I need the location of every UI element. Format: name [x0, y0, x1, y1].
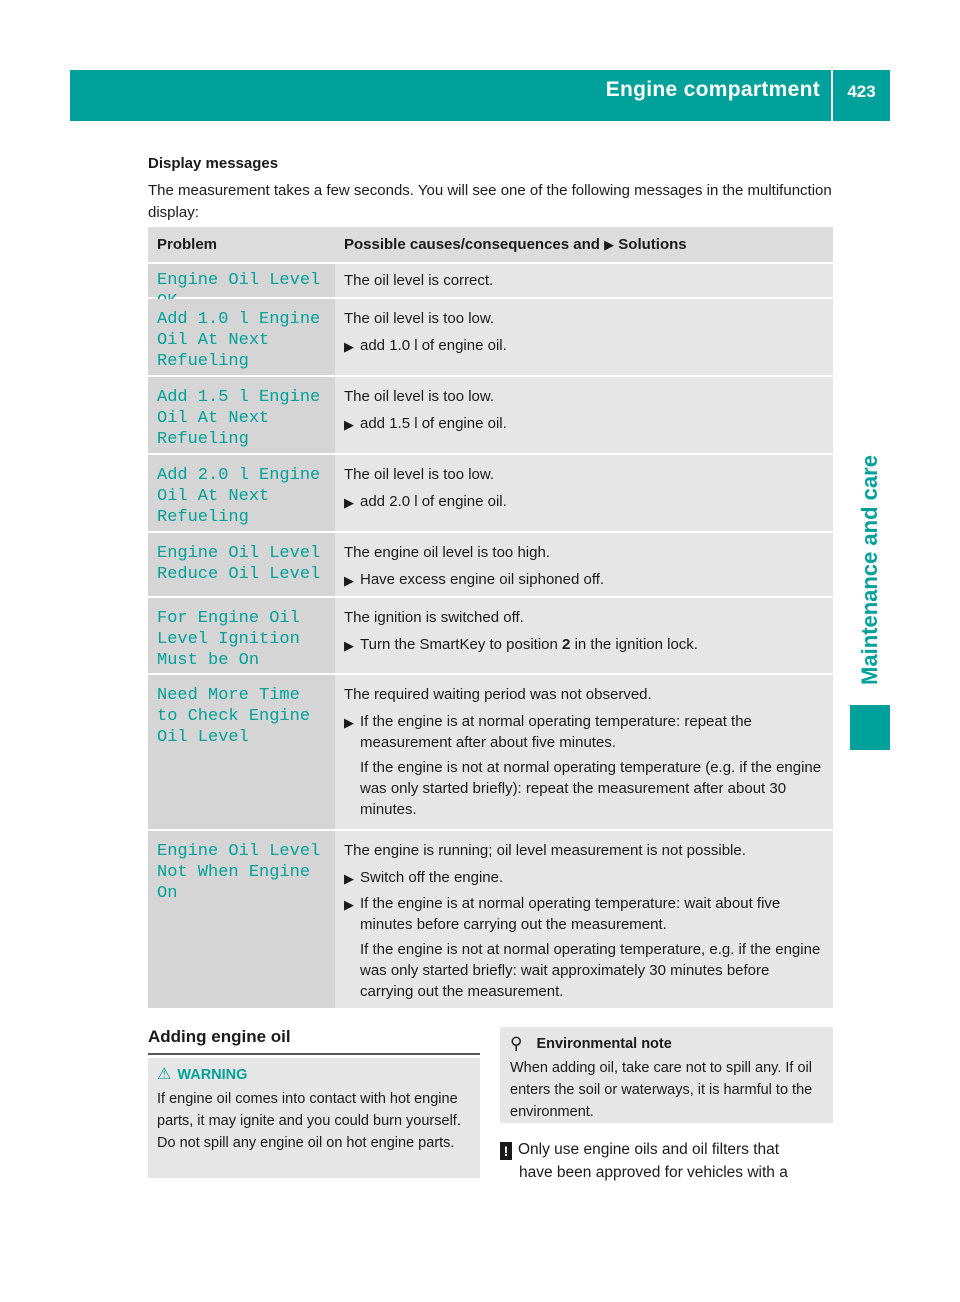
display-messages-intro: The measurement takes a few seconds. You will see one of the following messages in the multifunction display: — [148, 182, 832, 221]
table-row — [148, 531, 833, 596]
messages-table — [148, 227, 833, 1008]
solution-cell — [335, 831, 833, 1008]
triangle-arrow-icon: ▶ — [344, 573, 354, 588]
problem-text: Add 2.0 l Engine Oil At Next Refueling — [157, 466, 321, 527]
step-text: Switch off the engine. — [360, 869, 504, 886]
problem-message — [148, 831, 335, 1008]
solution-cell — [335, 598, 833, 673]
solution-cell — [335, 299, 833, 375]
environmental-note-title: Environmental note — [536, 1036, 672, 1052]
step-text: If the engine is at normal operating temperature: wait about five minutes before carrying out the measurement. — [360, 895, 781, 933]
table-header — [148, 227, 833, 262]
triangle-arrow-icon: ▶ — [344, 417, 354, 432]
problem-message — [148, 299, 335, 375]
step-text: add 2.0 l of engine oil. — [360, 493, 507, 510]
step-text: Turn the SmartKey to position — [360, 636, 558, 653]
triangle-arrow-icon: ▶ — [344, 897, 354, 912]
table-row — [148, 596, 833, 673]
problem-text: Add 1.5 l Engine Oil At Next Refueling — [157, 388, 321, 449]
problem-text: For Engine Oil Level Ignition Must be On — [157, 609, 300, 670]
adding-engine-oil-title: Adding engine oil — [148, 1027, 480, 1055]
important-note — [500, 1138, 833, 1184]
solution-cell — [335, 377, 833, 453]
cause-text: The oil level is too low. — [344, 388, 495, 405]
col-causes-label: Possible causes/consequences and — [344, 236, 600, 253]
triangle-arrow-icon: ▶ — [344, 871, 354, 886]
col-solutions-label: Solutions — [618, 236, 687, 253]
cause-text: The oil level is correct. — [344, 272, 494, 289]
problem-message — [148, 455, 335, 531]
solution-cell — [335, 264, 833, 297]
solution-step — [344, 491, 826, 513]
display-messages-heading: Display messages — [148, 155, 279, 172]
solution-cell — [335, 533, 833, 596]
lightbulb-icon: ⚲ — [510, 1034, 523, 1053]
cause-text: The oil level is too low. — [344, 466, 495, 483]
note-text: Only use engine oils and oil filters that — [518, 1141, 780, 1158]
table-row — [148, 262, 833, 297]
warning-title: WARNING — [177, 1067, 248, 1083]
side-tab-marker — [850, 705, 890, 750]
cause-text: The oil level is too low. — [344, 310, 495, 327]
table-row — [148, 375, 833, 453]
page-number: 423 — [847, 82, 876, 101]
table-row — [148, 829, 833, 1008]
problem-message — [148, 598, 335, 673]
solution-step — [344, 893, 826, 935]
problem-text: Need More Time to Check Engine Oil Level — [157, 686, 311, 747]
table-row — [148, 297, 833, 375]
step-text: in the ignition lock. — [574, 636, 698, 653]
triangle-arrow-icon: ▶ — [344, 715, 354, 730]
cause-text: The ignition is switched off. — [344, 609, 524, 626]
problem-message — [148, 533, 335, 596]
solution-step — [344, 413, 826, 435]
triangle-arrow-icon: ▶ — [344, 495, 354, 510]
step-text: add 1.0 l of engine oil. — [360, 337, 507, 354]
solution-cell — [335, 675, 833, 829]
triangle-arrow-icon: ▶ — [604, 237, 615, 252]
solution-cell — [335, 455, 833, 531]
solution-step — [344, 711, 826, 753]
section-title: Engine compartment — [605, 78, 820, 101]
solution-step — [344, 867, 826, 889]
problem-message — [148, 675, 335, 829]
warning-text: If engine oil comes into contact with hot engine parts, it may ignite and you could burn yourself. Do not spill any engine oil on hot engine parts. — [157, 1091, 461, 1151]
note-line — [500, 1138, 833, 1161]
environmental-note-box — [500, 1027, 833, 1123]
problem-message — [148, 264, 335, 297]
warning-box — [148, 1058, 480, 1178]
solution-step — [344, 335, 826, 357]
warning-header — [157, 1064, 471, 1086]
header-bar — [70, 70, 890, 121]
cause-text: The required waiting period was not observed. — [344, 686, 652, 703]
step-text: add 1.5 l of engine oil. — [360, 415, 507, 432]
table-row — [148, 673, 833, 829]
exclamation-icon: ! — [500, 1142, 512, 1160]
solution-step — [344, 634, 826, 656]
problem-text: Engine Oil Level — [157, 271, 321, 290]
problem-text: Engine Oil Level Not When Engine On — [157, 842, 321, 903]
chapter-label: Maintenance and care — [857, 455, 882, 685]
environmental-note-header — [510, 1033, 823, 1055]
col-causes-header — [335, 236, 833, 253]
key-position: 2 — [562, 636, 571, 653]
cause-text: The engine is running; oil level measurement is not possible. — [344, 842, 746, 859]
problem-message — [148, 377, 335, 453]
cause-text: The engine oil level is too high. — [344, 544, 550, 561]
triangle-arrow-icon: ▶ — [344, 339, 354, 354]
environmental-note-text: When adding oil, take care not to spill any. If oil enters the soil or waterways, it is harmful to the environment. — [510, 1060, 813, 1120]
problem-text: Engine Oil Level Reduce Oil Level — [157, 544, 321, 584]
note-text: have been approved for vehicles with a — [519, 1164, 788, 1181]
solution-step — [344, 569, 826, 591]
warning-triangle-icon: ⚠ — [157, 1066, 172, 1083]
step-text: If the engine is at normal operating temperature: repeat the measurement after about five minutes. — [360, 713, 752, 751]
col-problem-header: Problem — [157, 236, 218, 253]
triangle-arrow-icon: ▶ — [344, 638, 354, 653]
step-continuation: If the engine is not at normal operating temperature (e.g. if the engine was only started briefly): repeat the measurement after about 30 minutes. — [360, 759, 822, 818]
table-row — [148, 453, 833, 531]
side-tab — [850, 440, 890, 700]
step-continuation: If the engine is not at normal operating temperature, e.g. if the engine was only started briefly: wait approximately 30 minutes before carrying out the measurement. — [360, 941, 821, 1000]
step-text: Have excess engine oil siphoned off. — [360, 571, 605, 588]
problem-text: Add 1.0 l Engine Oil At Next Refueling — [157, 310, 321, 371]
